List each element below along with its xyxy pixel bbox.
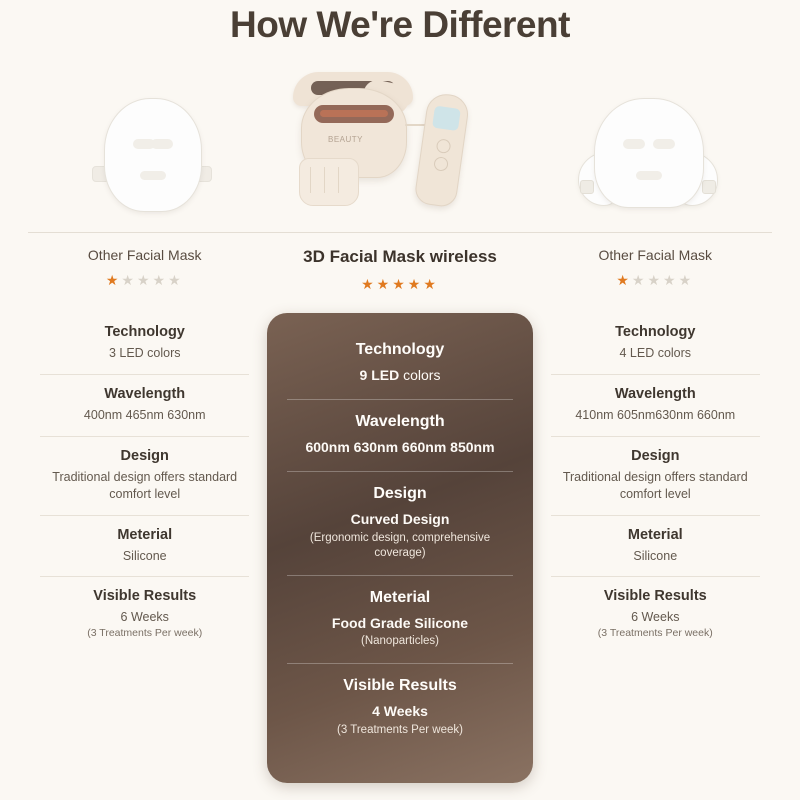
spec-label: Visible Results (343, 677, 457, 695)
spec-row (551, 576, 760, 651)
spec-label: Wavelength (104, 385, 186, 402)
spec-value: 410nm 605nm630nm 660nm (575, 407, 736, 422)
spec-value: Traditional design offers standard comfort level (52, 469, 238, 501)
comparison-columns (0, 247, 800, 783)
other-facial-mask-winged-icon (578, 96, 718, 216)
spec-value: Silicone (633, 548, 678, 563)
mask-mouth (140, 171, 166, 180)
spec-list-left (22, 313, 267, 651)
spec-label: Technology (355, 341, 445, 358)
star-empty: ★ (152, 272, 169, 288)
star-empty: ★ (168, 272, 184, 288)
column-title-left: Other Facial Mask (87, 247, 202, 263)
star-empty: ★ (631, 272, 648, 288)
page-title: How We're Different (230, 4, 570, 45)
spec-label: Meterial (627, 526, 683, 543)
spec-label: Meterial (117, 526, 173, 543)
column-left (22, 247, 267, 783)
star-empty: ★ (647, 272, 664, 288)
spec-label: Design (631, 447, 680, 464)
mask-clip-right (702, 180, 716, 194)
mask-mouth (636, 171, 662, 180)
remote-screen (432, 106, 461, 131)
spec-value-bold: 9 LED (359, 367, 400, 383)
mask-clip-left (580, 180, 594, 194)
spec-row (551, 313, 760, 374)
spec-value-rest: colors (399, 367, 441, 383)
spec-label: Visible Results (603, 588, 707, 605)
star-filled: ★ (423, 276, 439, 292)
star-empty: ★ (663, 272, 679, 288)
star-filled: ★ (616, 272, 632, 288)
mask-body (104, 98, 202, 212)
spec-row (40, 515, 249, 577)
remote-button (433, 156, 449, 172)
spec-value: 4 LED colors (619, 346, 692, 360)
spec-row (551, 374, 760, 436)
device-chin-line (310, 167, 311, 193)
product-cell-right (524, 56, 772, 216)
spec-label: Meterial (369, 588, 431, 606)
star-empty: ★ (678, 272, 695, 288)
spec-row (287, 663, 512, 752)
spec-row (551, 436, 760, 515)
spec-row (40, 313, 249, 374)
column-title-right: Other Facial Mask (598, 247, 713, 263)
spec-row (287, 575, 512, 664)
spec-row (287, 339, 512, 399)
spec-value (297, 366, 502, 385)
spec-label: Technology (104, 324, 185, 340)
column-right (533, 247, 778, 783)
spec-label: Design (373, 484, 427, 502)
spec-row (287, 399, 512, 471)
spec-note: (3 Treatments Per week) (87, 627, 203, 640)
spec-note: (Ergonomic design, comprehensive coverage) (309, 531, 491, 559)
mask-brand-text (129, 185, 132, 192)
spec-note: (Nanoparticles) (361, 635, 439, 648)
spec-value: 6 Weeks (631, 610, 680, 625)
device-led-visor (314, 105, 394, 123)
mask-eye-left (623, 139, 645, 149)
product-cell-left (28, 56, 276, 216)
spec-note: (3 Treatments Per week) (337, 724, 463, 737)
star-filled: ★ (105, 272, 122, 288)
mask-eye-right (653, 139, 675, 149)
column-center (267, 247, 532, 783)
spec-value: 6 Weeks (120, 610, 169, 625)
spec-label: Visible Results (93, 588, 197, 605)
rating-stars-center (267, 276, 532, 293)
3d-facial-mask-device-icon (285, 66, 515, 216)
section-divider (28, 232, 772, 233)
product-image-row (0, 56, 800, 216)
spec-list-right (533, 313, 778, 651)
star-filled: ★ (361, 276, 377, 292)
spec-value: 3 LED colors (108, 346, 181, 360)
spec-label: Wavelength (614, 385, 696, 402)
spec-value: Traditional design offers standard comfort level (562, 469, 748, 501)
device-brand-text: BEAUTY (328, 135, 364, 144)
rating-stars-right (533, 272, 778, 289)
spec-row (40, 576, 249, 651)
device-remote-controller (413, 92, 470, 209)
remote-button (436, 138, 452, 154)
mask-eye-right (151, 139, 173, 149)
rating-stars-left (22, 272, 267, 289)
column-title-center: 3D Facial Mask wireless (303, 247, 497, 266)
star-empty: ★ (121, 272, 137, 288)
spec-value: Food Grade Silicone (331, 614, 469, 631)
mask-body (594, 98, 704, 208)
spec-row (40, 436, 249, 515)
star-empty: ★ (136, 272, 153, 288)
other-facial-mask-flat-icon (92, 98, 212, 216)
spec-note: (3 Treatments Per week) (597, 627, 713, 640)
spec-row (287, 471, 512, 575)
spec-row (40, 374, 249, 436)
spec-label: Wavelength (355, 412, 445, 430)
spec-value: Curved Design (350, 510, 450, 527)
product-cell-center (276, 56, 524, 216)
device-chin-line (338, 167, 339, 193)
star-filled: ★ (392, 276, 408, 292)
star-filled: ★ (407, 276, 424, 292)
spec-label: Technology (615, 324, 696, 340)
spec-value: 400nm 465nm 630nm (83, 407, 206, 422)
device-chin-line (324, 167, 325, 193)
star-filled: ★ (376, 276, 393, 292)
spec-value: Silicone (122, 548, 167, 563)
highlight-card (267, 313, 532, 783)
spec-label: Design (120, 447, 169, 464)
spec-value: 600nm 630nm 660nm 850nm (305, 438, 495, 455)
device-chin-panel (299, 158, 359, 206)
spec-value: 4 Weeks (372, 703, 428, 720)
spec-row (551, 515, 760, 577)
